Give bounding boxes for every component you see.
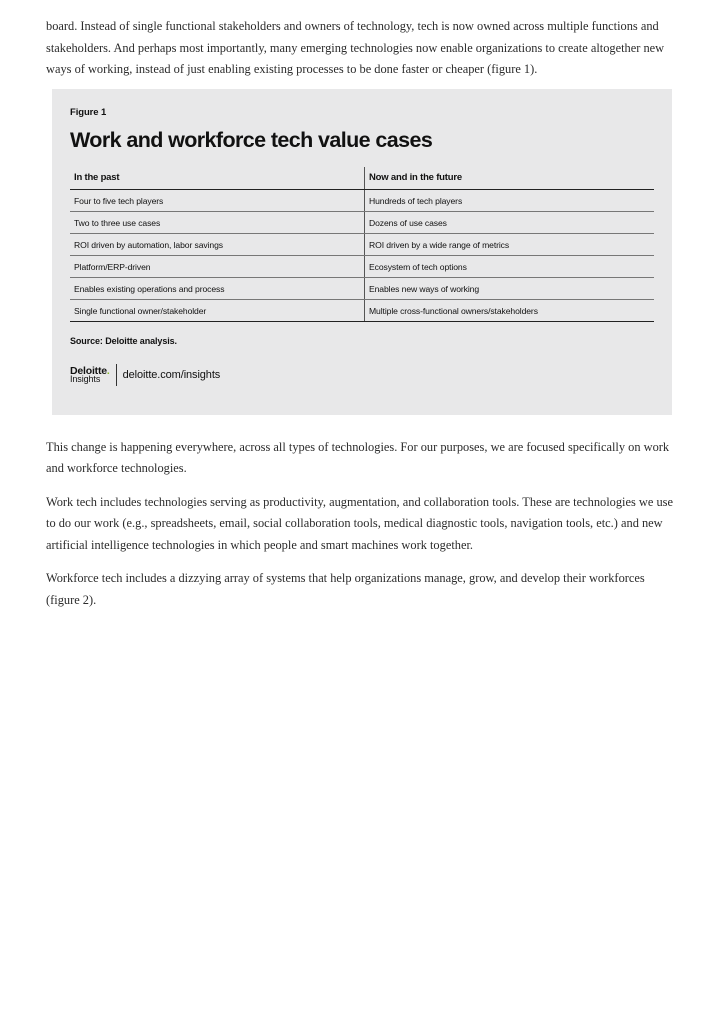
paragraph: Work tech includes technologies serving as productivity, augmentation, and collaboration tools. These are technologies we use to do our work (e.g., spreadsheets, email, social collaboration tools, medical diagnostic tools, navigation tools, etc.) and new artificial intelligence technologies in which people and smart machines work together.	[46, 494, 673, 552]
paragraph: This change is happening everywhere, across all types of technologies. For our purposes, we are focused specifically on work and workforce technologies.	[46, 439, 670, 475]
cell-past: Enables existing operations and process	[70, 278, 365, 300]
table-row	[70, 190, 654, 212]
cell-past: Two to three use cases	[70, 212, 365, 234]
table-row	[70, 212, 654, 234]
header-future: Now and in the future	[365, 167, 655, 190]
deloitte-insights-logo	[70, 366, 110, 385]
cell-past: Platform/ERP-driven	[70, 256, 365, 278]
figure-title: Work and workforce tech value cases	[70, 127, 433, 152]
intro-paragraph: board. Instead of single functional stakeholders and owners of technology, tech is now owned across multiple functions and stakeholders. And perhaps most importantly, many emerging technologies now enable organizations to create altogether new ways of working, instead of just enabling existing processes to be done faster or cheaper (figure 1).	[46, 19, 665, 76]
header-past: In the past	[70, 167, 365, 190]
cell-past: ROI driven by automation, labor savings	[70, 234, 365, 256]
cell-future: Dozens of use cases	[365, 212, 655, 234]
table-row	[70, 278, 654, 300]
value-cases-table	[70, 167, 654, 322]
cell-future: Enables new ways of working	[365, 278, 655, 300]
table-row	[70, 234, 654, 256]
brand-divider	[116, 364, 117, 386]
body-paragraphs	[46, 437, 676, 612]
logo-dot: .	[106, 364, 110, 377]
cell-past: Single functional owner/stakeholder	[70, 300, 365, 322]
table-row	[70, 300, 654, 322]
figure-1	[52, 89, 672, 415]
logo-subtitle: Insights	[70, 374, 101, 385]
figure-label: Figure 1	[70, 106, 107, 118]
figure-source: Source: Deloitte analysis.	[70, 336, 177, 346]
logo-word-text: Deloitte	[70, 364, 107, 377]
table-row	[70, 256, 654, 278]
cell-past: Four to five tech players	[70, 190, 365, 212]
cell-future: ROI driven by a wide range of metrics	[365, 234, 655, 256]
paragraph: Workforce tech includes a dizzying array of systems that help organizations manage, grow, and develop their workforces (figure 2).	[46, 571, 645, 607]
cell-future: Multiple cross-functional owners/stakeholders	[365, 300, 655, 322]
cell-future: Ecosystem of tech options	[365, 256, 655, 278]
article-body	[46, 16, 676, 611]
table-header-row	[70, 167, 654, 190]
cell-future: Hundreds of tech players	[365, 190, 655, 212]
brand-url: deloitte.com/insights	[122, 369, 221, 381]
brand-footer	[70, 364, 654, 386]
